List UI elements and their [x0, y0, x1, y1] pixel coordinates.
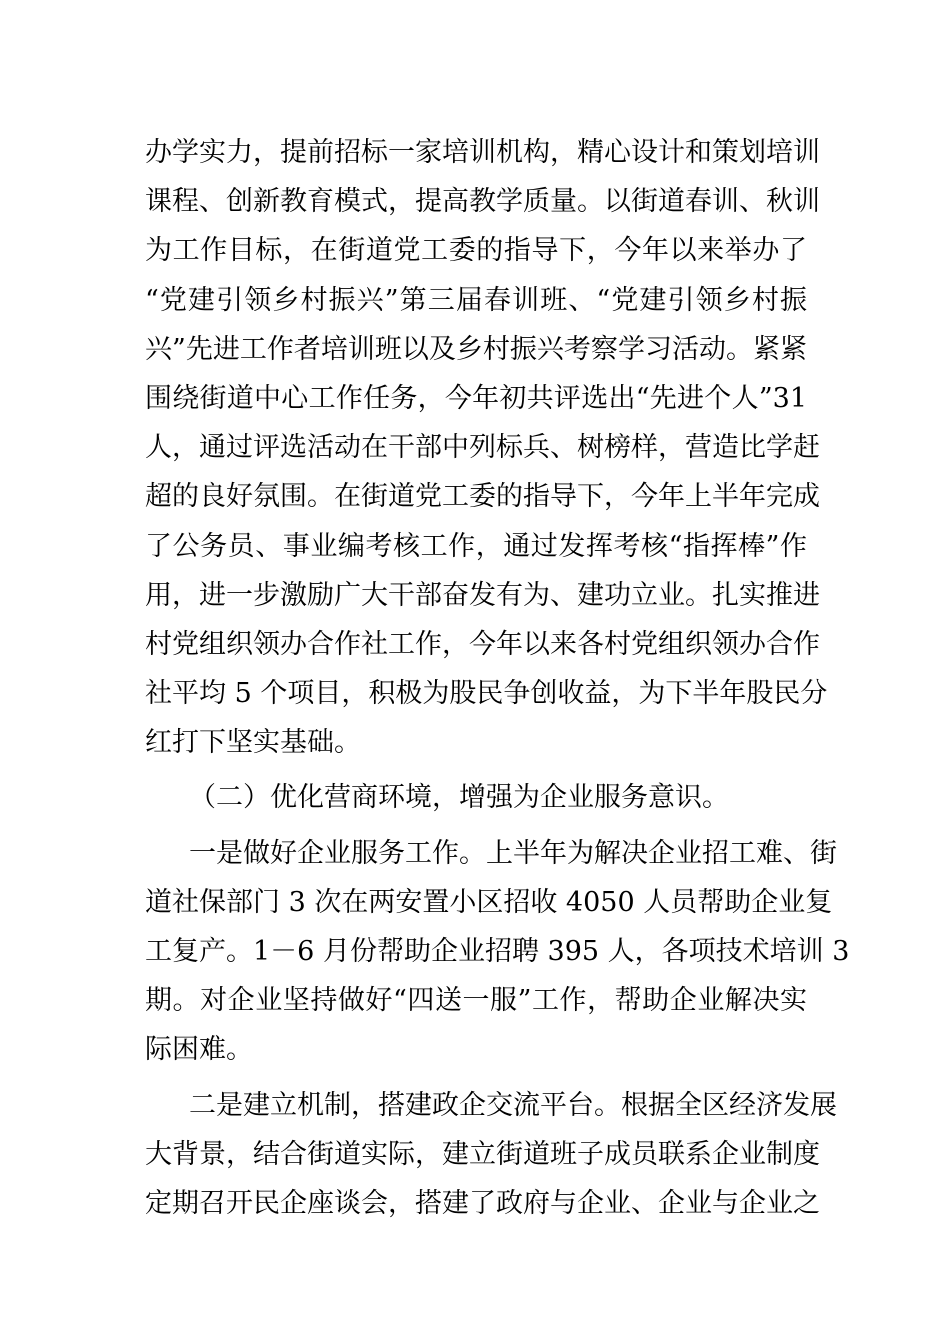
text-line: 一是做好企业服务工作。上半年为解决企业招工难、街 — [189, 837, 837, 869]
text-line: 超的良好氛围。在街道党工委的指导下，今年上半年完成 — [145, 481, 820, 513]
text-line: 际困难。 — [145, 1034, 253, 1066]
text-line: 大背景，结合街道实际，建立街道班子成员联系企业制度 — [145, 1138, 820, 1170]
text-line: 办学实力，提前招标一家培训机构，精心设计和策划培训 — [145, 137, 820, 168]
text-line: 工复产。1－6 月份帮助企业招聘 395 人，各项技术培训 3 — [145, 936, 850, 967]
text-line: （二）优化营商环境，增强为企业服务意识。 — [189, 782, 729, 814]
text-line: 道社保部门 3 次在两安置小区招收 4050 人员帮助企业复 — [145, 886, 833, 918]
text-line: 定期召开民企座谈会，搭建了政府与企业、企业与企业之 — [145, 1187, 820, 1219]
text-line: 兴”先进工作者培训班以及乡村振兴考察学习活动。紧紧 — [145, 333, 807, 365]
text-line: 了公务员、事业编考核工作，通过发挥考核“指挥棒”作 — [145, 530, 807, 562]
text-line: 围绕街道中心工作任务，今年初共评选出“先进个人”31 — [145, 382, 807, 414]
text-line: 村党组织领办合作社工作，今年以来各村党组织领办合作 — [145, 628, 820, 660]
text-line: 课程、创新教育模式，提高教学质量。以街道春训、秋训 — [145, 186, 820, 218]
document-body — [145, 128, 850, 1228]
text-line: 用，进一步激励广大干部奋发有为、建功立业。扎实推进 — [145, 579, 820, 611]
text-line: “党建引领乡村振兴”第三届春训班、“党建引领乡村振 — [145, 284, 807, 316]
text-line: 社平均 5 个项目，积极为股民争创收益，为下半年股民分 — [145, 678, 828, 710]
text-line: 为工作目标，在街道党工委的指导下，今年以来举办了 — [145, 235, 807, 267]
text-line: 期。对企业坚持做好“四送一服”工作，帮助企业解决实 — [145, 985, 807, 1017]
text-line: 人，通过评选活动在干部中列标兵、树榜样，营造比学赶 — [145, 432, 820, 464]
text-line: 红打下坚实基础。 — [145, 727, 361, 759]
text-line: 二是建立机制，搭建政企交流平台。根据全区经济发展 — [189, 1089, 837, 1121]
